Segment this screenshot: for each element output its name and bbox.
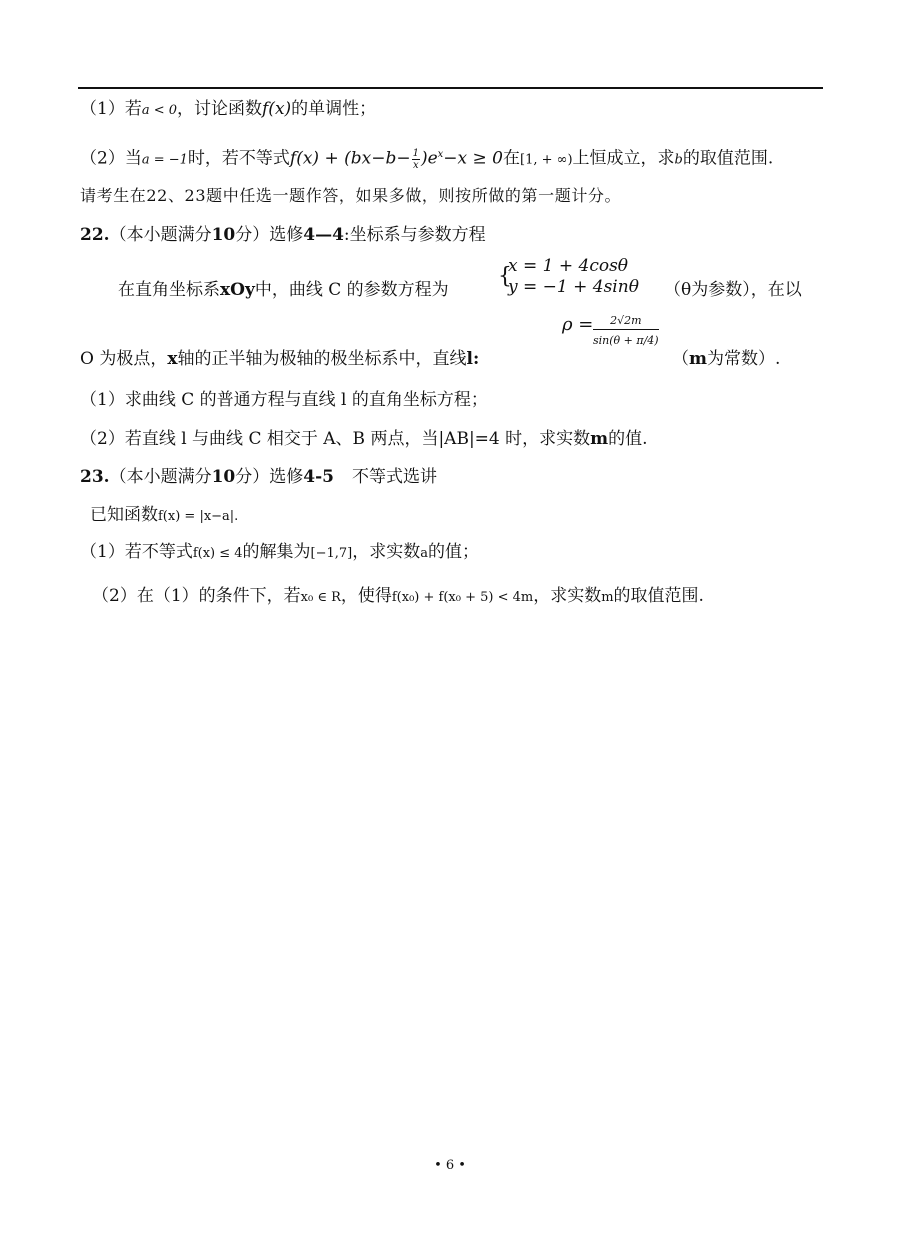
q22-m-note-b: 为常数）. bbox=[707, 349, 781, 369]
q22-m-note-a: （ bbox=[672, 349, 689, 369]
q21-part1-suffix: ，讨论函数 bbox=[177, 99, 263, 119]
q23-part1-c: ，求实数 bbox=[352, 542, 421, 562]
q22-body-b: 中，曲线 C 的参数方程为 bbox=[254, 280, 449, 300]
q21-part1-prefix: （1）若 bbox=[80, 99, 142, 119]
q22-eq-y: y = −1 + 4sinθ bbox=[508, 277, 639, 297]
q23-part2-inequality: f(x₀) + f(x₀ + 5) < 4m bbox=[391, 590, 534, 605]
q23-part2-d: 的取值范围. bbox=[613, 586, 704, 606]
q23-part2-b: ，使得 bbox=[340, 586, 392, 606]
q22-body-line1 bbox=[118, 279, 449, 301]
q23-part1-d: 的值； bbox=[428, 542, 480, 562]
q22-part2 bbox=[80, 428, 648, 450]
q22-polar-x: x bbox=[167, 349, 178, 369]
q21-part1-end: 的单调性； bbox=[291, 99, 377, 119]
q21-part2 bbox=[80, 144, 773, 172]
q23-part1 bbox=[80, 541, 479, 565]
q21-part2-inequality-a: f(x) + (bx−b− bbox=[289, 148, 411, 169]
q23-heading-c: 不等式选讲 bbox=[351, 467, 437, 487]
q22-heading-a: （本小题满分 bbox=[109, 225, 212, 245]
q21-part1-function: f(x) bbox=[262, 99, 292, 119]
q23-part2-a: （2）在（1）的条件下，若 bbox=[92, 586, 301, 606]
instruction-text: 请考生在22、23题中任选一题作答，如果多做，则按所做的第一题计分。 bbox=[80, 186, 622, 205]
q22-points: 10 bbox=[211, 225, 236, 245]
q22-code: 4—4 bbox=[303, 225, 344, 245]
q22-part2-m: m bbox=[590, 429, 609, 449]
q22-parametric-equations bbox=[498, 256, 639, 298]
q21-part2-inequality-c: −x ≥ 0 bbox=[443, 148, 503, 169]
q21-part1-condition: a < 0 bbox=[141, 103, 178, 118]
q23-given-function: f(x) = |x−a|. bbox=[158, 509, 239, 524]
q22-m-note-m: m bbox=[689, 349, 707, 369]
q21-part2-prefix: （2）当 bbox=[80, 148, 142, 169]
q22-heading-b: 分）选修 bbox=[235, 225, 304, 245]
q21-part2-condition: a = −1 bbox=[141, 152, 188, 168]
q23-part1-var: a bbox=[420, 546, 429, 561]
q22-part1: （1）求曲线 C 的普通方程与直线 l 的直角坐标方程； bbox=[80, 390, 488, 410]
q22-rho-fraction bbox=[593, 314, 659, 347]
q23-given bbox=[90, 504, 238, 528]
q22-number: 22. bbox=[80, 225, 110, 245]
q22-param-note: （θ为参数），在以 bbox=[664, 280, 802, 300]
q23-part1-inequality: f(x) ≤ 4 bbox=[192, 546, 243, 561]
q23-heading-a: （本小题满分 bbox=[109, 467, 212, 487]
q22-body-line2 bbox=[80, 348, 479, 370]
q23-heading-b: 分）选修 bbox=[235, 467, 304, 487]
q22-xoy: xOy bbox=[220, 280, 255, 300]
q21-part2-interval: [1, + ∞) bbox=[520, 152, 573, 168]
q21-part2-text1: 时，若不等式 bbox=[187, 148, 290, 169]
q23-part1-b: 的解集为 bbox=[242, 542, 311, 562]
q22-part2-b: 的值. bbox=[608, 429, 648, 449]
q21-part1 bbox=[80, 98, 376, 122]
page-number: • 6 • bbox=[434, 1158, 466, 1173]
q23-part1-a: （1）若不等式 bbox=[80, 542, 193, 562]
q22-polar-l: l: bbox=[466, 349, 480, 369]
q23-points: 10 bbox=[211, 467, 236, 487]
q22-body-a: 在直角坐标系 bbox=[118, 280, 220, 300]
q23-number: 23. bbox=[80, 467, 110, 487]
q21-part2-var-b: b bbox=[674, 152, 683, 168]
q23-part2 bbox=[92, 585, 704, 609]
q21-part2-end: 的取值范围. bbox=[682, 148, 774, 169]
q23-code: 4-5 bbox=[303, 467, 334, 487]
q22-m-note bbox=[672, 348, 780, 370]
q22-rho-symbol: ρ = bbox=[562, 314, 594, 335]
q21-part2-exponent: x bbox=[437, 149, 444, 160]
q22-heading-c: :坐标系与参数方程 bbox=[343, 225, 486, 245]
q22-part2-a: （2）若直线 l 与曲线 C 相交于 A、B 两点，当|AB|=4 时，求实数 bbox=[80, 429, 591, 449]
q23-part2-x0: x₀ ∈ R bbox=[300, 590, 341, 605]
q22-eq-x: x = 1 + 4cosθ bbox=[508, 256, 629, 276]
fraction-denominator: x bbox=[412, 159, 419, 171]
fraction-numerator: 1 bbox=[412, 147, 419, 159]
q21-part2-fraction bbox=[412, 148, 420, 171]
q22-heading bbox=[80, 224, 486, 246]
q23-part1-set: [−1,7] bbox=[310, 546, 353, 561]
q21-part2-text2: 在 bbox=[503, 148, 520, 169]
q21-part2-inequality-b: )e bbox=[420, 148, 438, 169]
q23-part2-c: ，求实数 bbox=[533, 586, 602, 606]
q22-polar-b: 轴的正半轴为极轴的极坐标系中，直线 bbox=[177, 349, 467, 369]
rho-denominator: sin(θ + π/4) bbox=[593, 334, 659, 347]
brace-icon: { bbox=[498, 264, 512, 289]
q23-given-a: 已知函数 bbox=[90, 505, 158, 525]
rho-numerator: 2√2m bbox=[593, 314, 659, 330]
q21-part2-text3: 上恒成立，求 bbox=[572, 148, 675, 169]
top-divider-line bbox=[78, 87, 823, 89]
q23-heading bbox=[80, 466, 437, 488]
q23-part2-var: m bbox=[601, 590, 614, 605]
q22-polar-a: O 为极点， bbox=[80, 349, 168, 369]
